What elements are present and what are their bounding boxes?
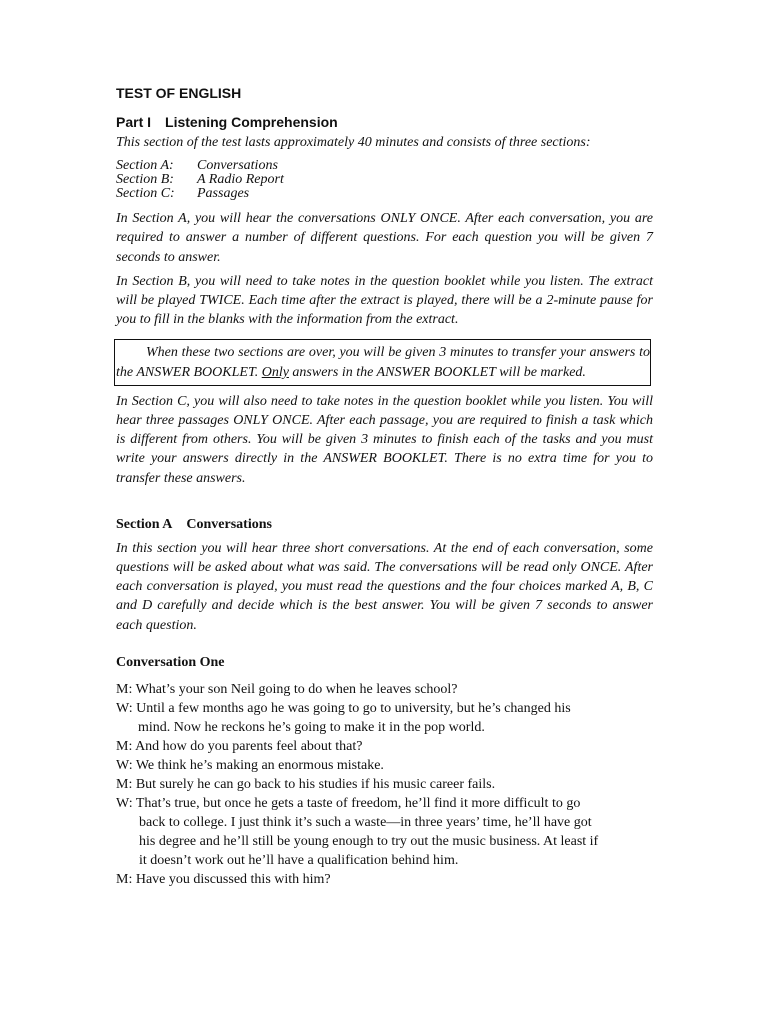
dialog-line: W: That’s true, but once he gets a taste of freedom, he’ll find it more difficult to go — [116, 795, 581, 811]
page-title: TEST OF ENGLISH — [116, 85, 242, 101]
section-c-info — [116, 392, 653, 488]
dialog-line: M: And how do you parents feel about that? — [116, 738, 363, 754]
section-label: Section B: — [116, 172, 174, 188]
dialog-line: M: Have you discussed this with him? — [116, 871, 331, 887]
part-heading — [116, 113, 653, 131]
text-line: In Section B, you will need to take notes in the question booklet while you listen. The — [116, 273, 610, 289]
text-line: answers to the ANSWER BOOKLET. — [116, 345, 650, 380]
section-b-info — [116, 272, 653, 330]
section-label: Section A: — [116, 158, 174, 174]
list-item — [116, 173, 653, 187]
dialog-line: W: We think he’s making an enormous mistake. — [116, 757, 384, 773]
part-name: Listening Comprehension — [165, 114, 338, 130]
dialog-line: W: Until a few months ago he was going to go to university, but he’s changed his — [116, 700, 571, 716]
part-intro: This section of the test lasts approximately 40 minutes and consists of three sections: — [116, 135, 591, 150]
text-line: There is no extra time for you to transfer these answers. — [116, 451, 654, 486]
conversation-one-heading: Conversation One — [116, 654, 225, 670]
text-line: In this section you will hear three short conversations. At the end of each conversation, — [116, 540, 620, 556]
sections-list — [116, 159, 653, 201]
list-item — [116, 187, 653, 201]
section-name: Passages — [197, 186, 250, 202]
notice-box — [114, 339, 651, 385]
dialog-line: it doesn’t work out he’ll have a qualification behind him. — [139, 852, 459, 868]
dialog-line: back to college. I just think it’s such a waste—in three years’ time, he’ll have got — [139, 814, 592, 830]
text-line: answers in the ANSWER BOOKLET will be — [288, 364, 537, 380]
section-a-instructions — [116, 539, 653, 635]
text-line: You will hear three passages ONLY ONCE. After each passage, you are required to — [116, 393, 653, 429]
notice-text — [116, 343, 650, 381]
section-a-label: Section A — [116, 516, 173, 532]
text-line: only ONCE. After each conversation is played, you must read the questions and the — [116, 560, 653, 595]
conversation-transcript — [116, 680, 656, 889]
section-name: Conversations — [197, 158, 278, 174]
part-label: Part I — [116, 114, 152, 130]
text-line: some questions will be asked about what was said. The conversations will be read — [116, 540, 653, 576]
text-line: When these two sections are over, you will be given 3 minutes to transfer your — [146, 345, 586, 361]
dialog-line: M: What’s your son Neil going to do when he leaves school? — [116, 681, 458, 697]
text-line: marked. — [540, 364, 586, 380]
text-line: extract will be played TWICE. Each time after the extract is played, there will be a — [116, 273, 653, 309]
text-line: In Section C, you will also need to take notes in the question booklet while you listen. — [116, 393, 604, 409]
text-line: 2-minute pause for you to fill in the blanks with the information from the extract. — [116, 293, 654, 328]
section-a-heading — [116, 516, 653, 534]
list-item — [116, 159, 653, 173]
text-line: of the tasks and you must write your answers directly in the ANSWER BOOKLET. — [116, 432, 654, 467]
emphasis-only: Only — [261, 364, 289, 380]
document-page — [116, 84, 653, 889]
dialog-line: M: But surely he can go back to his studies if his music career fails. — [116, 776, 496, 792]
text-line: four choices marked A, B, C and D carefully and decide which is the best answer. You — [116, 579, 653, 614]
text-line: In Section A, you will hear the conversations ONLY ONCE. After each conversation, — [116, 211, 606, 227]
dialog-line: his degree and he’ll still be young enough to try out the music business. At least if — [139, 833, 599, 849]
text-line: will be given 7 seconds to answer each question. — [116, 598, 654, 633]
section-a-name: Conversations — [186, 516, 272, 532]
section-name: A Radio Report — [197, 172, 284, 188]
text-line: will be given 7 seconds to answer. — [116, 230, 653, 265]
text-line: finish a task which is different from others. You will be given 3 minutes to finish each — [116, 413, 653, 448]
text-line: you are required to answer a number of different questions. For each question you — [116, 211, 654, 246]
section-label: Section C: — [116, 186, 175, 202]
section-a-info — [116, 209, 653, 267]
dialog-line: mind. Now he reckons he’s going to make it in the pop world. — [138, 719, 485, 735]
